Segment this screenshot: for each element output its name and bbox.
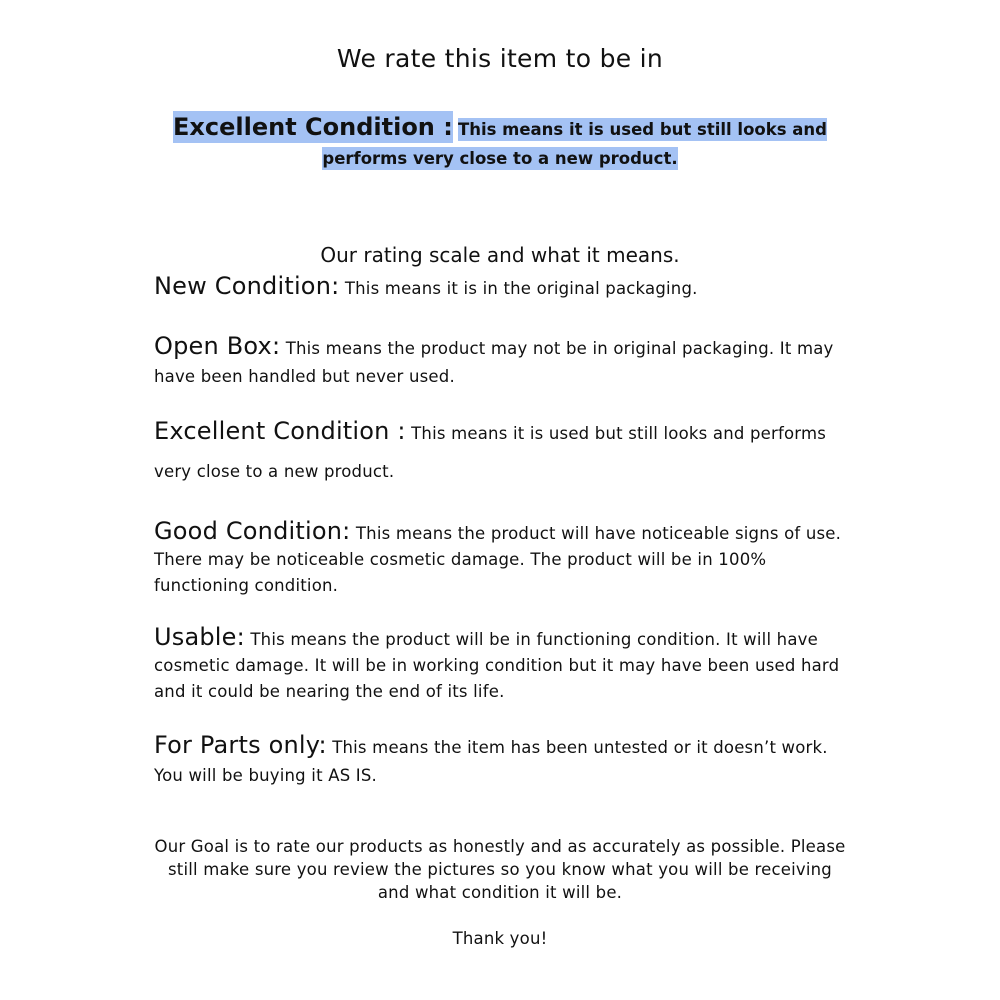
scale-term: Good Condition: xyxy=(154,517,351,545)
goal-statement: Our Goal is to rate our products as honestly and as accurately as possible. Please still make sure you review the pictures so you know what you will be receiving and what condition it will be. xyxy=(154,837,846,902)
scale-term: For Parts only: xyxy=(154,731,327,759)
page-heading: We rate this item to be in xyxy=(336,44,664,73)
thank-you-note: Thank you! xyxy=(452,929,548,948)
scale-term: Open Box: xyxy=(154,332,281,360)
scale-description: This means it is in the original packaging. xyxy=(344,279,698,298)
scale-description: This means the product may not be in original packaging. It may have been handled but never used. xyxy=(154,339,834,386)
current-rating-description: This means it is used but still looks and performs very close to a new product. xyxy=(322,120,827,168)
scale-entry-open-box xyxy=(154,332,854,391)
scale-description: This means it is used but still looks and performs very close to a new product. xyxy=(154,424,827,481)
scale-entry-usable xyxy=(154,624,854,705)
scale-description: This means the product will be in functioning condition. It will have cosmetic damage. It will be in working condition but it may have been used hard and it could be nearing the end of its life. xyxy=(154,630,840,701)
scale-term: New Condition: xyxy=(154,272,340,300)
scale-entry-excellent xyxy=(154,412,854,491)
scale-term: Excellent Condition : xyxy=(154,417,406,445)
scale-entry-good xyxy=(154,518,854,599)
scale-entry-new xyxy=(154,272,854,300)
current-rating xyxy=(150,113,850,173)
rating-scale-intro: Our rating scale and what it means. xyxy=(320,243,680,267)
current-rating-title: Excellent Condition : xyxy=(173,113,453,141)
scale-description: This means the item has been untested or it doesn’t work. You will be buying it AS IS. xyxy=(154,738,828,785)
scale-term: Usable: xyxy=(154,623,245,651)
scale-description: This means the product will have noticeable signs of use. There may be noticeable cosmetic damage. The product will be in 100% functioning condition. xyxy=(154,524,842,595)
scale-entry-for-parts xyxy=(154,731,854,790)
